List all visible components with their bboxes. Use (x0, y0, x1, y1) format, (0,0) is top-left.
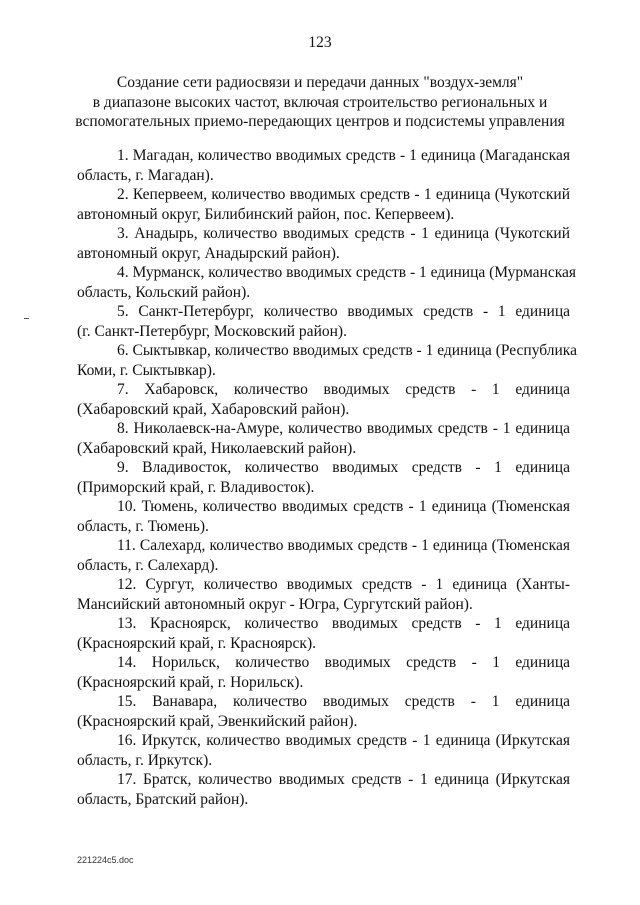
list-item (77, 692, 570, 731)
section-heading (60, 73, 580, 132)
list-item-line: автономный округ, Анадырский район). (77, 244, 340, 262)
list-item-line: (Приморский край, г. Владивосток). (77, 478, 315, 496)
list-item-line: (г. Санкт-Петербург, Московский район). (77, 322, 347, 340)
list-item-line: Коми, г. Сыктывкар). (77, 361, 216, 379)
heading-line: Создание сети радиосвязи и передачи данных "воздух-земля" (116, 74, 524, 91)
heading-line: в диапазоне высоких частот, включая строительство региональных и (92, 93, 548, 111)
list-item-line: (Красноярский край, Эвенкийский район). (77, 712, 358, 730)
list-item-line: 8. Николаевск-на-Амуре, количество вводимых средств - 1 единица (117, 420, 570, 437)
margin-mark (24, 318, 29, 319)
list-item (77, 263, 577, 302)
list-item (77, 770, 570, 809)
list-item (77, 419, 570, 458)
list-item-line: (Хабаровский край, Николаевский район). (77, 439, 357, 457)
list-item (77, 224, 570, 263)
list-item-line: 15. Ванавара, количество вводимых средств - 1 единица (117, 693, 570, 710)
list-item-line: 3. Анадырь, количество вводимых средств - 1 единица (Чукотский (117, 225, 570, 242)
list-item (77, 731, 570, 770)
list-item-line: 12. Сургут, количество вводимых средств - 1 единица (Ханты- (117, 576, 570, 593)
list-item-line: 7. Хабаровск, количество вводимых средств - 1 единица (117, 381, 570, 398)
list-item-line: 11. Салехард, количество вводимых средств - 1 единица (Тюменская (117, 537, 570, 554)
list-item (77, 575, 570, 614)
list-item-line: 17. Братск, количество вводимых средств - 1 единица (Иркутская (117, 771, 570, 788)
list-item-line: (Хабаровский край, Хабаровский район). (77, 400, 350, 418)
list-item (77, 380, 570, 419)
list-item (77, 614, 570, 653)
list-item-line: область, г. Магадан). (77, 166, 214, 184)
list-item-line: 1. Магадан, количество вводимых средств - 1 единица (Магаданская (117, 147, 570, 164)
heading-line: вспомогательных приемо-передающих центров и подсистемы управления (75, 113, 565, 130)
list-item-line: (Красноярский край, г. Норильск). (77, 673, 304, 691)
list-item (77, 185, 570, 224)
list-item-line: 5. Санкт-Петербург, количество вводимых средств - 1 единица (117, 303, 570, 320)
list-item (77, 302, 570, 341)
list-item-line: 10. Тюмень, количество вводимых средств - 1 единица (Тюменская (117, 498, 570, 515)
list-item-line: 16. Иркутск, количество вводимых средств - 1 единица (Иркутская (117, 732, 570, 749)
list-item-line: 4. Мурманск, количество вводимых средств - 1 единица (Мурманская (117, 264, 577, 281)
list-item-line: Мансийский автономный округ - Югра, Сургутский район). (77, 595, 473, 613)
list-item-line: 6. Сыктывкар, количество вводимых средств - 1 единица (Республика (117, 342, 577, 359)
list-item-line: (Красноярский край, г. Красноярск). (77, 634, 317, 652)
list-item-line: автономный округ, Билибинский район, пос. Кепервеем). (77, 205, 455, 223)
list-item (77, 653, 570, 692)
list-item-line: область, г. Салехард). (77, 556, 219, 574)
footer-file-name: 221224c5.doc (77, 855, 134, 865)
list-item-line: область, г. Иркутск). (77, 751, 213, 769)
list-item-line: 2. Кепервеем, количество вводимых средств - 1 единица (Чукотский (117, 186, 570, 203)
list-item (77, 146, 570, 185)
list-item (77, 458, 570, 497)
list-item-line: 14. Норильск, количество вводимых средств - 1 единица (117, 654, 570, 671)
list-item-line: область, Кольский район). (77, 283, 251, 301)
list-item-line: область, г. Тюмень). (77, 517, 209, 535)
location-list (77, 146, 577, 809)
list-item-line: область, Братский район). (77, 790, 249, 808)
page-number: 123 (308, 34, 332, 51)
list-item (77, 341, 577, 380)
list-item-line: 9. Владивосток, количество вводимых средств - 1 единица (117, 459, 570, 476)
list-item-line: 13. Красноярск, количество вводимых средств - 1 единица (117, 615, 570, 632)
list-item (77, 536, 570, 575)
list-item (77, 497, 570, 536)
